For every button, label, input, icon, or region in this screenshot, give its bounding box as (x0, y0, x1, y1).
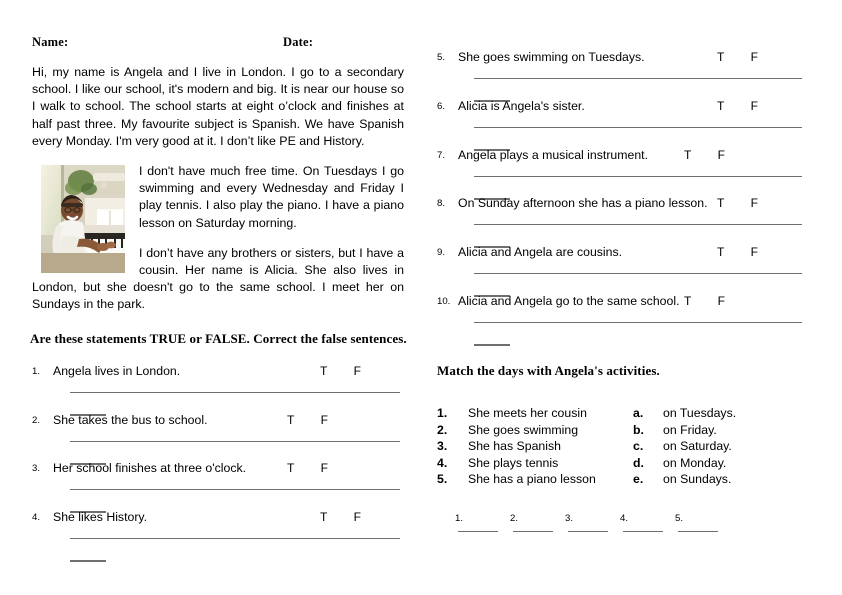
activity-number: 5. (437, 472, 448, 486)
activity-number: 4. (437, 455, 448, 470)
date-label: Date: (283, 35, 314, 49)
matching-instruction: Match the days with Angela's activities. (437, 363, 660, 378)
answer-item-blank[interactable] (513, 531, 553, 532)
question-number: 2. (32, 415, 41, 426)
true-false-choice[interactable] (717, 50, 758, 64)
question-statement: She takes the bus to school. (53, 413, 208, 427)
false-option[interactable]: F (353, 510, 362, 524)
question-number: 1. (32, 366, 41, 377)
true-false-choice[interactable] (717, 99, 758, 113)
question-statement: Angela plays a musical instrument. (458, 148, 649, 162)
correction-write-in-line[interactable] (70, 538, 400, 539)
false-option[interactable]: F (750, 245, 759, 259)
true-option[interactable]: T (717, 245, 725, 259)
true-false-instruction: Are these statements TRUE or FALSE. Correct the false sentences. (30, 331, 407, 346)
matching-answer-item (620, 512, 663, 536)
true-false-choice[interactable] (717, 196, 758, 210)
day-letter: a. (633, 406, 644, 420)
day-letter: e. (633, 472, 644, 486)
answer-blank-line[interactable] (474, 344, 510, 346)
question-statement: Alicia and Angela go to the same school. (458, 294, 680, 308)
day-text[interactable]: on Saturday. (663, 439, 732, 453)
correction-write-in-line[interactable] (474, 322, 802, 323)
answer-item-blank[interactable] (458, 531, 498, 532)
girl-playing-piano-photo (41, 165, 125, 273)
true-option[interactable]: T (684, 294, 692, 308)
matching-answer-item (510, 512, 553, 536)
answer-item-label: 4. (620, 513, 629, 524)
true-option[interactable]: T (684, 148, 692, 162)
true-false-choice[interactable] (287, 461, 328, 475)
correction-write-in-line[interactable] (474, 127, 802, 128)
day-letter: c. (633, 439, 644, 453)
true-false-choice[interactable] (287, 413, 328, 427)
activity-text[interactable]: She meets her cousin (468, 406, 587, 420)
false-option[interactable]: F (750, 50, 759, 64)
correction-write-in-line[interactable] (70, 489, 400, 490)
question-number: 8. (437, 198, 446, 209)
true-option[interactable]: T (717, 99, 725, 113)
answer-item-label: 3. (565, 513, 574, 524)
true-false-choice[interactable] (320, 364, 361, 378)
true-option[interactable]: T (717, 50, 725, 64)
activity-number: 2. (437, 422, 448, 437)
correction-write-in-line[interactable] (70, 441, 400, 442)
reading-passage (32, 64, 404, 314)
answer-item-label: 1. (455, 513, 464, 524)
question-statement: She likes History. (53, 510, 148, 524)
passage-paragraph-3: I don’t have any brothers or sisters, but I have a cousin. Her name is Alicia. She also lives in London, but she doesn't go to the same school. I meet her on Sundays in the park. (32, 245, 404, 312)
false-option[interactable]: F (750, 99, 759, 113)
name-label: Name: (32, 35, 69, 49)
activity-text[interactable]: She has a piano lesson (468, 472, 596, 486)
question-statement: On Sunday afternoon she has a piano lesson. (458, 196, 708, 210)
answer-item-blank[interactable] (678, 531, 718, 532)
activity-text[interactable]: She plays tennis (468, 455, 559, 470)
day-text[interactable]: on Tuesdays. (663, 406, 737, 420)
true-option[interactable]: T (717, 196, 725, 210)
question-statement: Her school finishes at three o'clock. (53, 461, 247, 475)
answer-item-blank[interactable] (568, 531, 608, 532)
true-false-choice[interactable] (320, 510, 361, 524)
true-option[interactable]: T (320, 510, 328, 524)
activity-number: 1. (437, 406, 448, 420)
activity-text[interactable]: She goes swimming (468, 422, 579, 437)
true-false-choice[interactable] (684, 294, 725, 308)
correction-write-in-line[interactable] (474, 78, 802, 79)
matching-answer-item (675, 512, 718, 536)
question-statement: Alicia is Angela's sister. (458, 99, 585, 113)
question-number: 5. (437, 52, 446, 63)
false-option[interactable]: F (717, 148, 726, 162)
answer-item-blank[interactable] (623, 531, 663, 532)
question-statement: Angela lives in London. (53, 364, 181, 378)
true-option[interactable]: T (287, 461, 295, 475)
true-option[interactable]: T (287, 413, 295, 427)
answer-blank-line[interactable] (70, 560, 106, 562)
question-number: 3. (32, 463, 41, 474)
false-option[interactable]: F (717, 294, 726, 308)
false-option[interactable]: F (320, 461, 329, 475)
matching-answer-item (565, 512, 608, 536)
false-option[interactable]: F (353, 364, 362, 378)
day-letter: b. (633, 422, 644, 437)
day-text[interactable]: on Sundays. (663, 472, 732, 486)
correction-write-in-line[interactable] (474, 273, 802, 274)
day-text[interactable]: on Monday. (663, 455, 727, 470)
true-option[interactable]: T (320, 364, 328, 378)
true-false-choice[interactable] (717, 245, 758, 259)
false-option[interactable]: F (320, 413, 329, 427)
correction-write-in-line[interactable] (70, 392, 400, 393)
activity-number: 3. (437, 439, 448, 453)
matching-answer-item (455, 512, 498, 536)
question-statement: She goes swimming on Tuesdays. (458, 50, 645, 64)
answer-item-label: 2. (510, 513, 519, 524)
passage-paragraph-1: Hi, my name is Angela and I live in London. I go to a secondary school. I like our school, it's modern and big. It is near our house so I walk to school. The school starts at eight o’clock and finishes at half past three. My favourite subject is Spanish. We have Spanish every Monday. I'm very good at it. I don’t like PE and History. (32, 65, 404, 148)
correction-write-in-line[interactable] (474, 224, 802, 225)
activity-text[interactable]: She has Spanish (468, 439, 561, 453)
correction-write-in-line[interactable] (474, 176, 802, 177)
question-number: 10. (437, 296, 451, 307)
day-letter: d. (633, 455, 644, 470)
false-option[interactable]: F (750, 196, 759, 210)
question-number: 7. (437, 150, 446, 161)
answer-item-label: 5. (675, 513, 684, 524)
passage-paragraph-2: I don't have much free time. On Tuesdays I go swimming and every Wednesday and Friday I play tennis. I also play the piano. I have a piano lesson on Saturday morning. (139, 164, 404, 230)
question-number: 4. (32, 512, 41, 523)
day-text[interactable]: on Friday. (663, 422, 717, 437)
true-false-choice[interactable] (684, 148, 725, 162)
question-statement: Alicia and Angela are cousins. (458, 245, 623, 259)
question-number: 9. (437, 247, 446, 258)
question-number: 6. (437, 101, 446, 112)
